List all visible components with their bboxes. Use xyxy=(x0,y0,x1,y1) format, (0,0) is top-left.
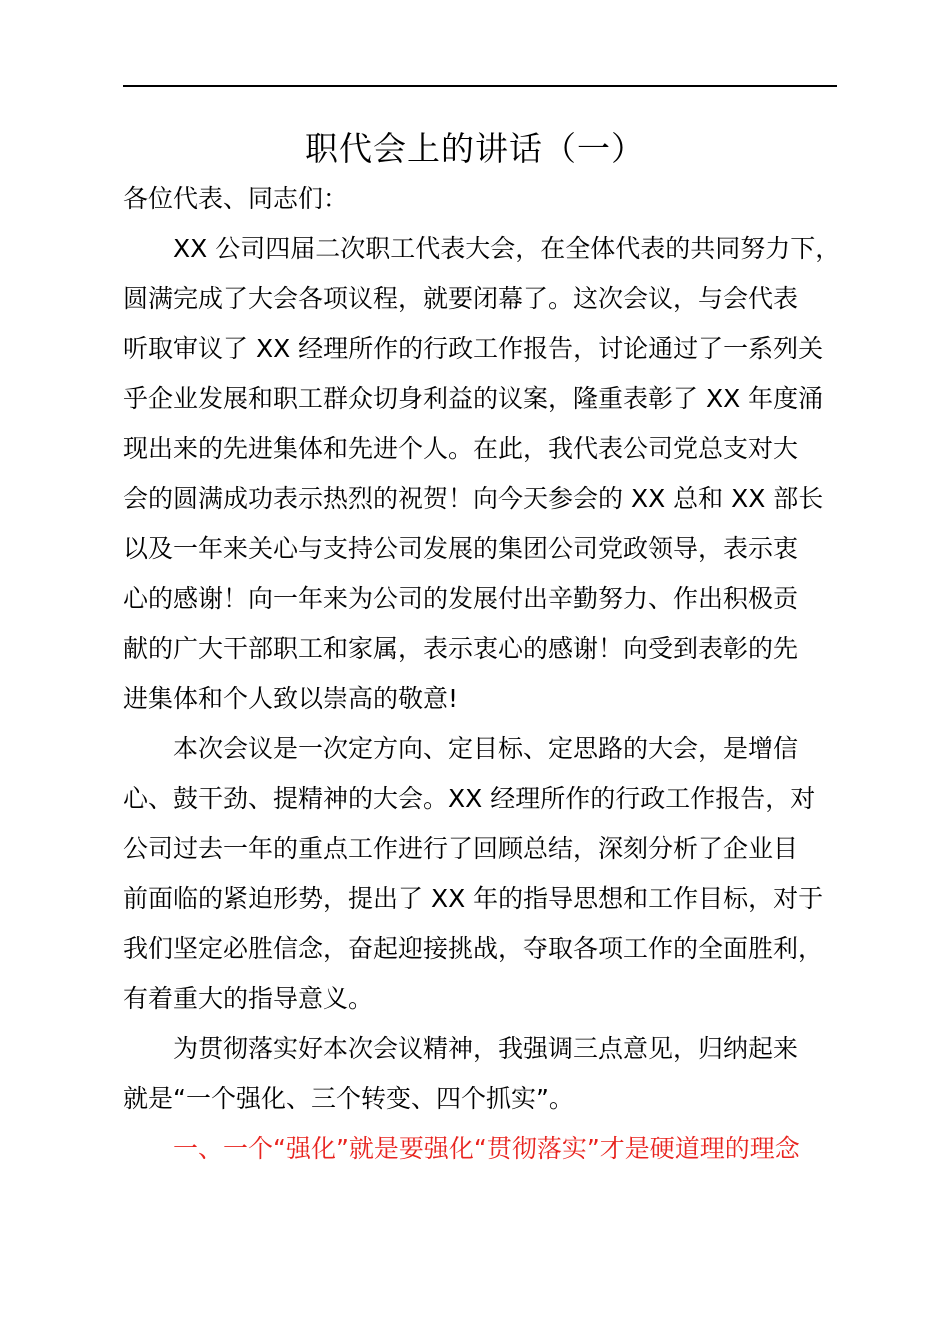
document-title: 职代会上的讲话（一） xyxy=(305,129,645,168)
section-heading: 一、一个“强化”就是要强化“贯彻落实”才是硬道理的理念 xyxy=(173,1134,800,1163)
paragraph-line: 公司过去一年的重点工作进行了回顾总结，深刻分析了企业目 xyxy=(123,834,799,863)
paragraph-line: XX 公司四届二次职工代表大会，在全体代表的共同努力下， xyxy=(173,234,841,263)
paragraph-line: 就是“一个强化、三个转变、四个抓实”。 xyxy=(123,1084,574,1113)
paragraph-line: 献的广大干部职工和家属，表示衷心的感谢！向受到表彰的先 xyxy=(123,634,799,663)
salutation: 各位代表、同志们： xyxy=(123,184,349,213)
paragraph-line: 现出来的先进集体和先进个人。在此，我代表公司党总支对大 xyxy=(123,434,799,463)
paragraph-line: 为贯彻落实好本次会议精神，我强调三点意见，归纳起来 xyxy=(173,1034,799,1063)
paragraph-line: 我们坚定必胜信念，奋起迎接挑战，夺取各项工作的全面胜利， xyxy=(123,934,824,963)
paragraph-line: 听取审议了 XX 经理所作的行政工作报告，讨论通过了一系列关 xyxy=(123,334,824,363)
paragraph-line: 会的圆满成功表示热烈的祝贺！向今天参会的 XX 总和 XX 部长 xyxy=(123,484,824,513)
paragraph-line: 有着重大的指导意义。 xyxy=(123,984,374,1013)
paragraph-line: 进集体和个人致以崇高的敬意! xyxy=(123,684,459,713)
paragraph-line: 心的感谢！向一年来为公司的发展付出辛勤努力、作出积极贡 xyxy=(123,584,799,613)
header-rule xyxy=(123,85,837,87)
paragraph-line: 心、鼓干劲、提精神的大会。XX 经理所作的行政工作报告，对 xyxy=(123,784,816,813)
paragraph-line: 圆满完成了大会各项议程，就要闭幕了。这次会议，与会代表 xyxy=(123,284,799,313)
paragraph-line: 前面临的紧迫形势，提出了 XX 年的指导思想和工作目标，对于 xyxy=(123,884,824,913)
paragraph-line: 本次会议是一次定方向、定目标、定思路的大会，是增信 xyxy=(173,734,799,763)
paragraph-line: 以及一年来关心与支持公司发展的集团公司党政领导，表示衷 xyxy=(123,534,799,563)
paragraph-line: 乎企业发展和职工群众切身利益的议案，隆重表彰了 XX 年度涌 xyxy=(123,384,824,413)
